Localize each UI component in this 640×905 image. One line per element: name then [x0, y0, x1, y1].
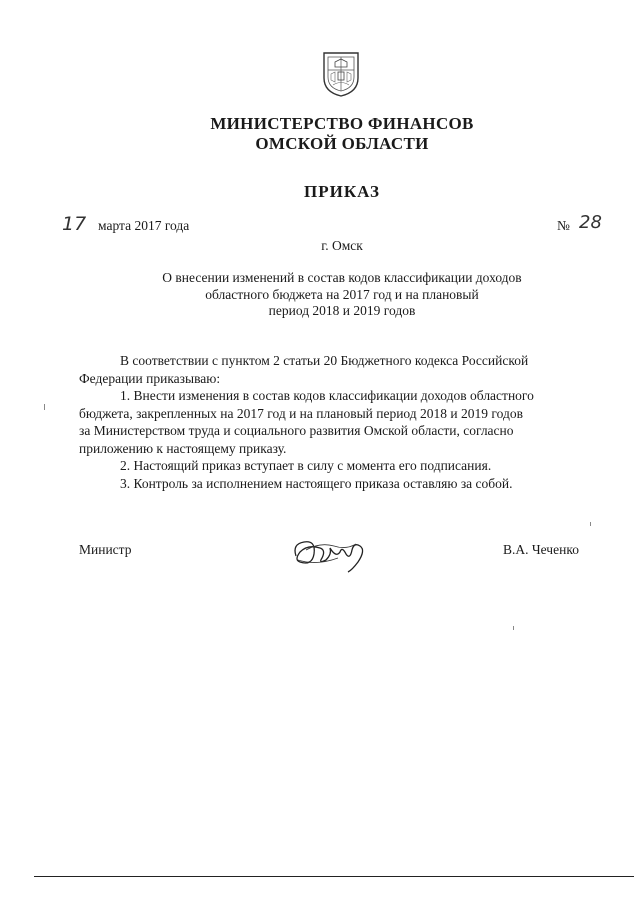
body-line: 3. Контроль за исполнением настоящего приказа оставляю за собой. [120, 475, 513, 491]
city: г. Омск [321, 238, 363, 253]
body-line: Федерации приказываю: [79, 370, 221, 386]
body-line: 2. Настоящий приказ вступает в силу с момента его подписания. [120, 458, 492, 473]
document-type-title: ПРИКАЗ [304, 182, 380, 201]
signatory-role: Министр [79, 542, 132, 557]
signatory-name: В.А. Чеченко [503, 542, 579, 557]
date-day-handwritten: 17 [62, 213, 87, 235]
organization-name-line-1: МИНИСТЕРСТВО ФИНАНСОВ [210, 114, 474, 133]
body-line: 1. Внести изменения в состав кодов классификации доходов областного [120, 388, 534, 403]
scan-speck [513, 626, 514, 630]
body-line: приложению к настоящему приказу. [79, 440, 287, 456]
body-line: бюджета, закрепленных на 2017 год и на плановый период 2018 и 2019 годов [79, 405, 523, 421]
coat-of-arms-icon [321, 50, 361, 98]
scan-speck [44, 404, 45, 410]
order-subject [22, 270, 640, 320]
page-bottom-rule [34, 876, 634, 877]
body-line: за Министерством труда и социального развития Омской области, согласно [79, 423, 514, 438]
number-sign: № [557, 218, 570, 233]
body-line: В соответствии с пунктом 2 статьи 20 Бюджетного кодекса Российской [120, 353, 529, 368]
subject-line: областного бюджета на 2017 год и на плановый [205, 286, 479, 302]
order-number-handwritten: 28 [579, 212, 602, 233]
organization-name-line-2: ОМСКОЙ ОБЛАСТИ [255, 134, 429, 153]
scan-speck [590, 522, 591, 526]
order-body [79, 352, 599, 492]
subject-line: период 2018 и 2019 годов [268, 303, 416, 318]
subject-line: О внесении изменений в состав кодов классификации доходов [162, 270, 522, 285]
date-month-year: марта 2017 года [98, 218, 190, 233]
handwritten-signature-icon [286, 532, 376, 574]
